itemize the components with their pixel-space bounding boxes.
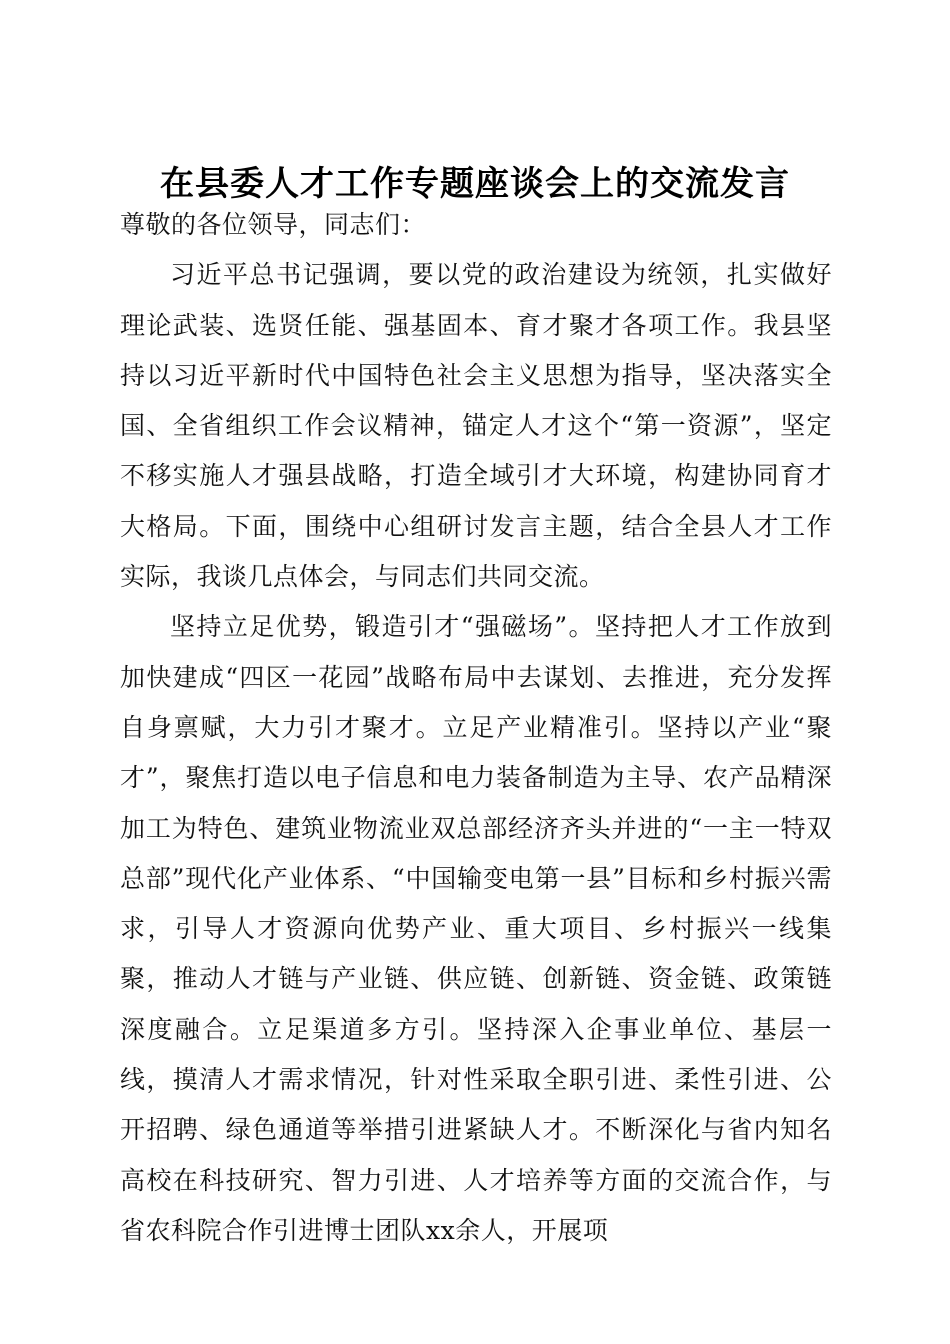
document-title: 在县委人才工作专题座谈会上的交流发言 (160, 163, 790, 204)
salutation: 尊敬的各位领导，同志们： (120, 210, 427, 239)
paragraph-talent-attraction: 坚持立足优势，锻造引才“强磁场”。坚持把人才工作放到加快建成“四区一花园”战略布局中去谋划、去推进，充分发挥自身禀赋，大力引才聚才。立足产业精准引。坚持以产业“聚才”，聚焦打造以电子信息和电力装备制造为主导、农产品精深加工为特色、建筑业物流业双总部经济齐头并进的“一主一特双总部”现代化产业体系、“中国输变电第一县”目标和乡村振兴需求，引导人才资源向优势产业、重大项目、乡村振兴一线集聚，推动人才链与产业链、供应链、创新链、资金链、政策链深度融合。立足渠道多方引。坚持深入企事业单位、基层一线，摸清人才需求情况，针对性采取全职引进、柔性引进、公开招聘、绿色通道等举措引进紧缺人才。不断深化与省内知名高校在科技研究、智力引进、人才培养等方面的交流合作，与省农科院合作引进博士团队xx余人，开展项 (120, 612, 832, 1245)
document-body (120, 200, 832, 1256)
paragraph-intro: 习近平总书记强调，要以党的政治建设为统领，扎实做好理论武装、选贤任能、强基固本、育才聚才各项工作。我县坚持以习近平新时代中国特色社会主义思想为指导，坚决落实全国、全省组织工作会议精神，锚定人才这个“第一资源”，坚定不移实施人才强县战略，打造全域引才大环境，构建协同育才大格局。下面，围绕中心组研讨发言主题，结合全县人才工作实际，我谈几点体会，与同志们共同交流。 (120, 260, 832, 592)
